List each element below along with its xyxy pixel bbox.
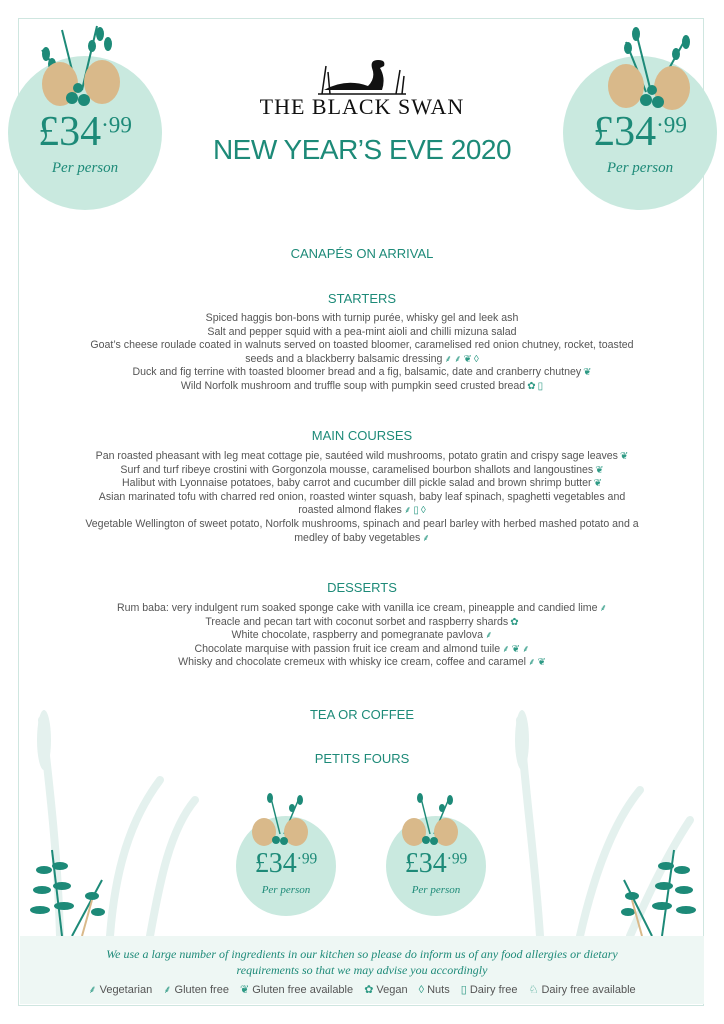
mains-list <box>34 450 690 545</box>
menu-item: Asian marinated tofu with charred red onion, roasted winter squash, baby leaf spinach, spaghetti vegetables and <box>98 490 626 503</box>
price-cents: ·99 <box>296 850 318 868</box>
vegetarian-icon: ⸙ <box>444 353 452 365</box>
legend-vegan <box>364 984 407 996</box>
allergy-note-line1: We use a large number of ingredients in our kitchen so please do inform us of any food allergies or dietary <box>106 947 618 961</box>
pine-cone-foliage-icon <box>244 788 316 848</box>
menu-item: Salt and pepper squid with a pea-mint aioli and chilli mizuna salad <box>207 325 517 338</box>
section-title-starters: STARTERS <box>327 291 397 306</box>
wheat-slash-icon: ❦ <box>240 984 250 996</box>
legend-label: Nuts <box>427 984 450 996</box>
event-title: NEW YEAR’S EVE 2020 <box>212 134 512 165</box>
gluten-free-icon: ⸙ <box>522 643 530 655</box>
gluten-free-available-icon: ❦ <box>511 643 520 655</box>
section-title-mains: MAIN COURSES <box>311 428 413 443</box>
legend-label: Vegan <box>376 984 408 996</box>
restaurant-name: THE BLACK SWAN <box>259 94 465 119</box>
menu-item-continued <box>34 353 690 367</box>
menu-item <box>34 450 690 464</box>
legend-dairy-free-available <box>529 984 636 996</box>
gluten-free-available-icon: ❦ <box>593 478 602 490</box>
fern-foliage-icon <box>22 840 112 936</box>
allergy-note-line2: requirements so that we may advise you accordingly <box>236 963 488 977</box>
starters-list <box>34 312 690 394</box>
menu-item-text: Whisky and chocolate cremeux with whisky ice cream, coffee and caramel <box>178 656 526 669</box>
menu-item-text: Pan roasted pheasant with leg meat cottage pie, sautéed wild mushrooms, potato gratin and crispy sage leaves <box>95 450 618 462</box>
gluten-free-icon: ⸙ <box>484 630 493 642</box>
vegetarian-icon: ⸙ <box>403 505 412 517</box>
gluten-free-available-icon: ❦ <box>595 464 604 476</box>
menu-item-continued <box>34 532 690 546</box>
vegan-icon: ✿ <box>527 380 536 392</box>
nut-icon: ◊ <box>418 984 425 996</box>
gluten-free-icon: ⸙ <box>453 353 462 365</box>
menu-item-text: Duck and fig terrine with toasted bloomer bread and a fig, balsamic, date and cranberry chutney <box>132 366 582 379</box>
dairy-free-icon: ▯ <box>537 380 544 392</box>
leaf-icon: ⸙ <box>88 984 97 996</box>
black-swan-logo <box>316 56 408 96</box>
gluten-free-available-icon: ❦ <box>537 657 546 669</box>
price-amount <box>386 848 486 880</box>
menu-item-text: Chocolate marquise with passion fruit ice cream and almond tuile <box>194 642 501 655</box>
wheat-icon: ⸙ <box>163 984 172 996</box>
menu-item-text: Wild Norfolk mushroom and truffle soup with pumpkin seed crusted bread <box>180 379 526 392</box>
vegan-icon: ✿ <box>364 984 374 996</box>
legend-dairy-free <box>461 984 518 996</box>
menu-item: Goat’s cheese roulade coated in walnuts served on toasted bloomer, caramelised red onion chutney, rocket, toasted <box>90 339 634 352</box>
milk-bottle-icon: ▯ <box>460 984 467 996</box>
legend-gluten-free-available <box>240 984 353 996</box>
menu-item-text: roasted almond flakes <box>298 504 402 517</box>
section-title-desserts: DESSERTS <box>327 580 397 595</box>
price-cents: ·99 <box>101 111 132 138</box>
nut-icon: ◊ <box>420 505 426 517</box>
nut-icon: ◊ <box>473 353 479 365</box>
menu-item <box>34 464 690 478</box>
menu-item: Vegetable Wellington of sweet potato, Norfolk mushrooms, spinach and pearl barley with herbed mashed potato and a <box>85 517 639 530</box>
allergy-footer <box>20 936 704 1004</box>
section-title-petits-fours: PETITS FOURS <box>314 751 410 766</box>
dairy-free-icon: ▯ <box>413 505 419 517</box>
section-title-canapes: CANAPÉS ON ARRIVAL <box>290 246 434 261</box>
menu-item-continued <box>34 504 690 518</box>
legend-label: Dairy free <box>469 984 518 996</box>
price-cents: ·99 <box>446 850 468 868</box>
price-cents: ·99 <box>656 111 687 138</box>
allergy-note <box>60 946 664 978</box>
milk-available-icon: ♘ <box>528 984 539 996</box>
vegetarian-icon: ⸙ <box>502 643 510 655</box>
legend-vegetarian <box>88 984 152 996</box>
menu-item <box>34 380 690 394</box>
vegetarian-icon: ⸙ <box>422 532 430 544</box>
price-main: £34 <box>404 848 447 879</box>
section-title-tea: TEA OR COFFEE <box>309 707 414 722</box>
vegetarian-icon: ⸙ <box>527 657 536 669</box>
legend-label: Vegetarian <box>99 984 153 996</box>
legend-nuts <box>419 984 450 996</box>
vegetarian-icon: ⸙ <box>599 603 608 614</box>
menu-item-text: medley of baby vegetables <box>294 531 421 544</box>
pine-cone-foliage-icon <box>394 788 466 848</box>
per-person-label: Per person <box>51 160 119 176</box>
price-main: £34 <box>38 109 102 155</box>
fern-foliage-icon <box>612 840 702 936</box>
menu-item-text: Halibut with Lyonnaise potatoes, baby carrot and cucumber dill pickle salad and brown shrimp butter <box>122 477 592 490</box>
menu-item-text: Surf and turf ribeye crostini with Gorgonzola mousse, caramelised bourbon shallots and langoustines <box>120 463 594 476</box>
per-person-label: Per person <box>261 884 311 896</box>
menu-item-text: White chocolate, raspberry and pomegranate pavlova <box>231 629 483 642</box>
per-person-label: Per person <box>411 884 461 896</box>
price-main: £34 <box>593 109 657 155</box>
menu-item <box>34 629 690 643</box>
price-amount <box>236 848 336 880</box>
menu-item <box>34 602 690 616</box>
menu-item-text: Treacle and pecan tart with coconut sorbet and raspberry shards <box>205 615 509 628</box>
reeds-background <box>20 700 704 936</box>
dietary-legend <box>20 982 704 997</box>
desserts-list <box>34 602 690 670</box>
vegan-icon: ✿ <box>510 616 519 628</box>
menu-item <box>34 366 690 380</box>
menu-item-text: Rum baba: very indulgent rum soaked sponge cake with vanilla ice cream, pineapple and candied lime <box>116 602 598 614</box>
vegan-icon: ❦ <box>463 353 472 365</box>
menu-item: Spiced haggis bon-bons with turnip purée, whisky gel and leek ash <box>205 312 519 324</box>
menu-item <box>34 656 690 670</box>
legend-label: Gluten free <box>174 984 229 996</box>
gluten-free-available-icon: ❦ <box>619 451 629 462</box>
menu-item-text: seeds and a blackberry balsamic dressing <box>245 352 443 365</box>
per-person-label: Per person <box>606 160 674 176</box>
price-main: £34 <box>254 848 297 879</box>
menu-item <box>34 477 690 491</box>
menu-item <box>34 616 690 630</box>
legend-label: Dairy free available <box>541 984 636 996</box>
legend-gluten-free <box>163 984 229 996</box>
menu-item <box>34 643 690 657</box>
legend-label: Gluten free available <box>252 984 354 996</box>
gluten-free-available-icon: ❦ <box>583 367 592 379</box>
